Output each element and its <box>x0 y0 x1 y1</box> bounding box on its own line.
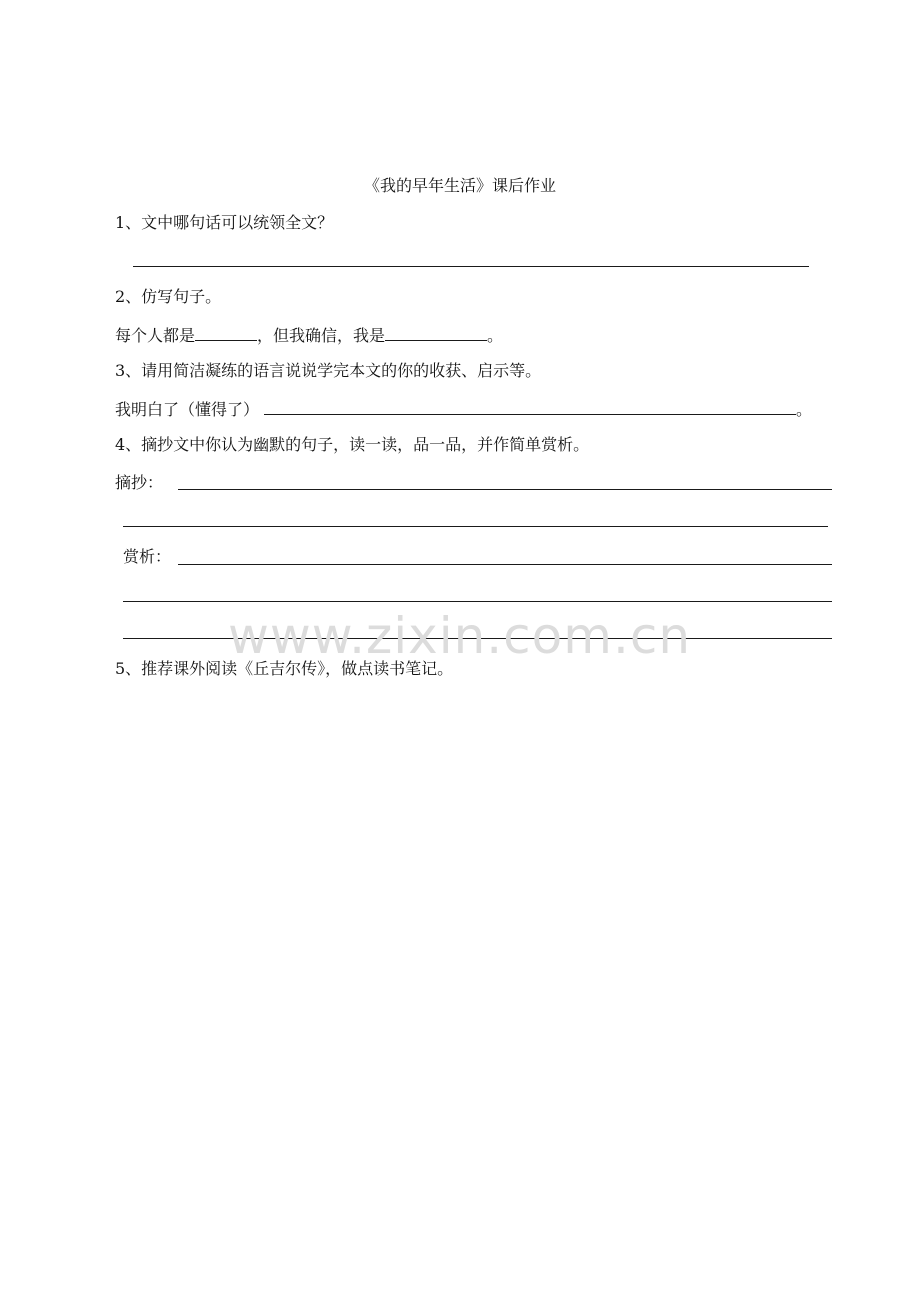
analysis-label: 赏析： <box>123 547 172 566</box>
blank-field-2[interactable] <box>385 324 487 341</box>
imitation-part-b: ，但我确信，我是 <box>257 326 386 345</box>
question-2: 2、仿写句子。 <box>115 287 222 306</box>
page-title: 《我的早年生活》课后作业 <box>363 176 556 195</box>
analysis-line-1[interactable] <box>178 564 832 565</box>
takeaway-sentence <box>115 398 812 420</box>
watermark: www.zixin.com.cn <box>228 607 692 665</box>
excerpt-line-2[interactable] <box>123 526 828 527</box>
imitation-sentence <box>115 324 503 346</box>
takeaway-field[interactable] <box>264 398 796 415</box>
analysis-line-3[interactable] <box>123 638 832 639</box>
answer-line-1[interactable] <box>133 266 809 267</box>
takeaway-prefix: 我明白了（懂得了） <box>115 400 260 419</box>
analysis-line-2[interactable] <box>123 601 832 602</box>
imitation-end: 。 <box>487 326 504 345</box>
excerpt-line-1[interactable] <box>178 489 832 490</box>
takeaway-suffix: 。 <box>796 400 813 419</box>
excerpt-label: 摘抄： <box>115 473 164 492</box>
question-1: 1、文中哪句话可以统领全文？ <box>115 213 334 232</box>
question-3: 3、请用简洁凝练的语言说说学完本文的你的收获、启示等。 <box>115 361 542 380</box>
blank-field-1[interactable] <box>195 324 257 341</box>
question-5: 5、推荐课外阅读《丘吉尔传》，做点读书笔记。 <box>115 659 454 678</box>
imitation-part-a: 每个人都是 <box>115 326 196 345</box>
question-4: 4、摘抄文中你认为幽默的句子，读一读，品一品，并作简单赏析。 <box>115 435 590 454</box>
